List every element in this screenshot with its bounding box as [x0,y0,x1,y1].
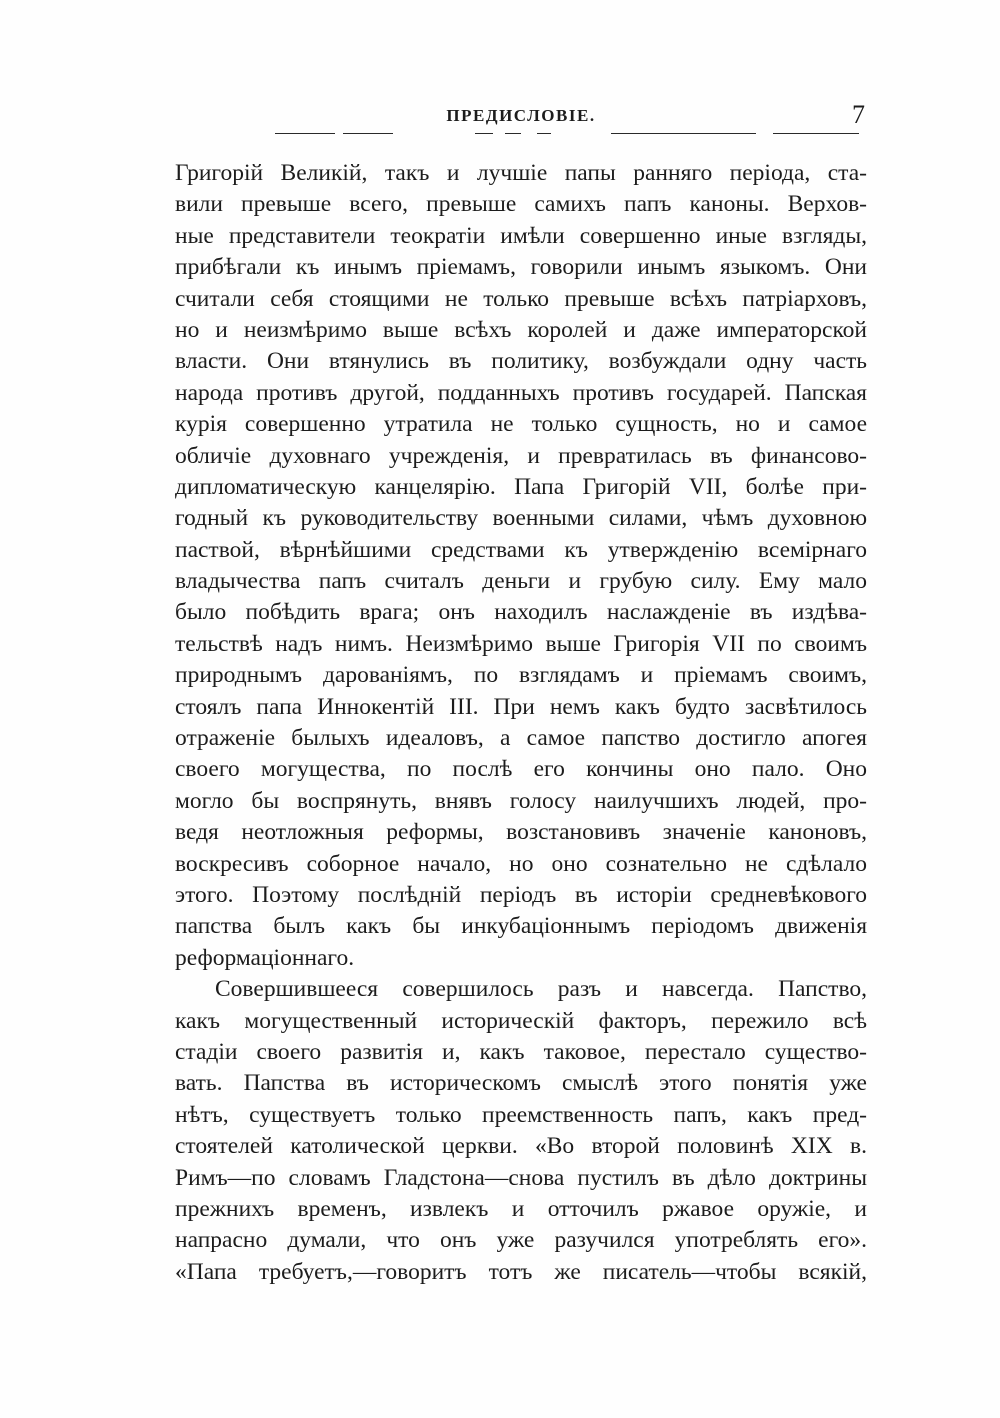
text-line: вать. Папства въ историческомъ смыслѣ этого понятія уже [175,1070,867,1097]
header-rule-segment [343,133,393,134]
text-line: своего могущества, по послѣ его кончины оно пало. Оно [175,756,867,783]
header-rule-segment [537,133,551,134]
text-line: прибѣгали къ инымъ пріемамъ, говорили инымъ языкомъ. Они [175,254,867,281]
text-line: реформаціоннаго. [175,944,355,971]
text-line: стоятелей католической церкви. «Во второй половинѣ XIX в. [175,1133,867,1160]
running-title: ПРЕДИСЛОВІЕ. [446,106,596,125]
text-line: дипломатическую канцелярію. Папа Григорій VII, болѣе при- [175,473,867,500]
text-line: народа противъ другой, подданныхъ противъ государей. Папская [175,379,867,406]
text-line: считали себя стоящими не только превыше всѣхъ патріарховъ, [175,285,867,312]
text-line: могло бы воспрянуть, внявъ голосу наилучшихъ людей, про- [175,787,867,814]
text-line: какъ могущественный историческій факторъ, пережило всѣ [175,1007,867,1034]
text-line: власти. Они втянулись въ политику, возбуждали одну часть [175,348,867,375]
text-line: ные представители теократіи имѣли совершенно иные взгляды, [175,222,867,249]
text-line: нѣтъ, существуетъ только преемственность папъ, какъ пред- [175,1101,867,1128]
page-header [175,100,867,140]
page-number: 7 [852,100,865,129]
header-rule-segment [275,133,335,134]
text-line: обличіе духовнаго учрежденія, и превратилась въ финансово- [175,442,867,469]
text-line: этого. Поэтому послѣдній періодъ въ исторіи средневѣкового [175,881,867,908]
text-line: прежнихъ временъ, извлекъ и отточилъ ржавое оружіе, и [175,1195,867,1222]
text-line: папства былъ какъ бы инкубаціоннымъ періодомъ движенія [175,913,867,940]
text-line: годный къ руководительству военными силами, чѣмъ духовною [175,505,867,532]
text-line: ведя неотложныя реформы, возстановивъ значеніе каноновъ, [175,819,867,846]
text-line: «Папа требуетъ,—говоритъ тотъ же писатель—чтобы всякій, [175,1258,867,1285]
text-line: курія совершенно утратила не только сущность, но и самое [175,411,867,438]
text-line: было побѣдить врага; онъ находилъ наслажденіе въ издѣва- [175,599,867,626]
text-line: Римъ—по словамъ Гладстона—снова пустилъ въ дѣло доктрины [175,1164,867,1191]
header-rule-segment [611,133,756,134]
text-line: стоялъ папа Иннокентій III. При немъ какъ будто засвѣтилось [175,693,867,720]
text-line: напрасно думали, что онъ уже разучился употреблять его». [175,1227,867,1254]
text-line: Совершившееся совершилось разъ и навсегда. Папство, [215,976,867,1003]
text-line: воскресивъ соборное начало, но оно сознательно не сдѣлало [175,850,867,877]
header-rule-segment [475,133,493,134]
text-line: отраженіе былыхъ идеаловъ, а самое папство достигло апогея [175,725,867,752]
body-text [175,158,867,1288]
text-line: паствой, вѣрнѣйшими средствами къ утвержденію всемірнаго [175,536,867,563]
text-line: тельствѣ надъ нимъ. Неизмѣримо выше Григорія VII по своимъ [175,630,867,657]
paragraph-2 [175,974,867,1288]
header-rule-segment [505,133,521,134]
paragraph-1 [175,158,867,974]
text-line: стадіи своего развитія и, какъ таковое, перестало существо- [175,1038,867,1065]
text-line: владычества папъ считалъ деньги и грубую силу. Ему мало [175,568,867,595]
text-line: вили превыше всего, превыше самихъ папъ каноны. Верхов- [175,191,867,218]
header-rule-segment [773,133,859,134]
text-line: но и неизмѣримо выше всѣхъ королей и даже императорской [175,316,867,343]
text-line: природнымъ дарованіямъ, по взглядамъ и пріемамъ своимъ, [175,662,867,689]
text-line: Григорій Великій, такъ и лучшіе папы ранняго періода, ста- [175,160,867,186]
